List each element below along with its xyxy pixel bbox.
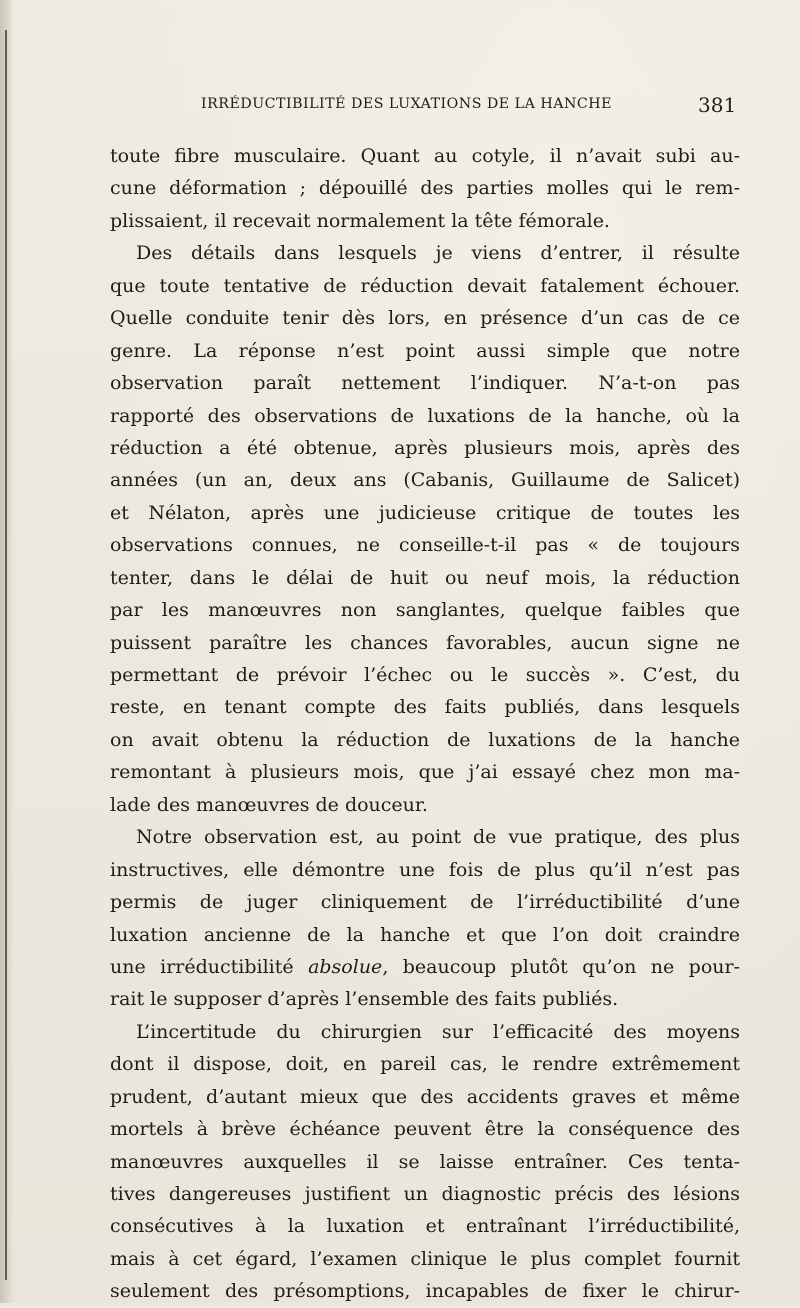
text-line-23: instructives, elle démontre une fois de plus qu’il n’est pas bbox=[110, 858, 740, 881]
text-line-18: reste, en tenant compte des faits publiés, dans lesquels bbox=[110, 696, 740, 719]
text-line-6: Quelle conduite tenir dès lors, en présence d’un cas de ce bbox=[110, 307, 740, 330]
page-gutter-shadow bbox=[0, 0, 14, 1303]
text-line-5: que toute tentative de réduction devait fatalement échouer. bbox=[110, 274, 740, 297]
text-line-28: L’incertitude du chirurgien sur l’efficacité des moyens bbox=[136, 1020, 740, 1043]
text-line-16: puissent paraître les chances favorables, aucun signe ne bbox=[110, 631, 740, 654]
italic-emphasis: absolue bbox=[308, 955, 383, 978]
text-line-34: consécutives à la luxation et entraînant l’irréductibilité, bbox=[110, 1215, 740, 1238]
text-line-35: mais à cet égard, l’examen clinique le plus complet fournit bbox=[110, 1247, 740, 1270]
text-line-14: tenter, dans le délai de huit ou neuf mois, la réduction bbox=[110, 566, 740, 589]
text-line-27: rait le supposer d’après l’ensemble des faits publiés. bbox=[110, 988, 619, 1011]
text-line-7: genre. La réponse n’est point aussi simple que notre bbox=[110, 339, 740, 362]
text-line-9: rapporté des observations de luxations de la hanche, où la bbox=[110, 404, 740, 427]
page-number: 381 bbox=[698, 93, 737, 117]
text-line-25: luxation ancienne de la hanche et que l’on doit craindre bbox=[110, 923, 740, 946]
text-line-26-before: une irréductibilité bbox=[110, 955, 309, 978]
page-header bbox=[201, 93, 800, 120]
running-head: IRRÉDUCTIBILITÉ DES LUXATIONS DE LA HANCHE bbox=[201, 96, 612, 112]
text-line-2: cune déformation ; dépouillé des parties molles qui le rem- bbox=[110, 177, 740, 200]
text-line-32: manœuvres auxquelles il se laisse entraîner. Ces tenta- bbox=[110, 1150, 740, 1173]
text-line-31: mortels à brève échéance peuvent être la conséquence des bbox=[110, 1118, 740, 1141]
text-line-17: permettant de prévoir l’échec ou le succès ». C’est, du bbox=[110, 664, 740, 686]
text-line-30: prudent, d’autant mieux que des accidents graves et même bbox=[110, 1085, 740, 1108]
text-line-33: tives dangereuses justifient un diagnostic précis des lésions bbox=[110, 1183, 740, 1205]
text-line-10: réduction a été obtenue, après plusieurs mois, après des bbox=[110, 436, 740, 459]
text-line-4: Des détails dans lesquels je viens d’entrer, il résulte bbox=[136, 242, 740, 265]
text-line-24: permis de juger cliniquement de l’irréductibilité d’une bbox=[110, 891, 740, 914]
text-line-3: plissaient, il recevait normalement la tête fémorale. bbox=[110, 209, 610, 232]
text-line-26-after: , beaucoup plutôt qu’on ne pour- bbox=[382, 955, 740, 978]
text-line-12: et Nélaton, après une judicieuse critique de toutes les bbox=[110, 501, 740, 524]
text-line-26 bbox=[110, 951, 740, 983]
text-line-8: observation paraît nettement l’indiquer. N’a-t-on pas bbox=[110, 372, 740, 395]
text-line-36: seulement des présomptions, incapables de fixer le chirur- bbox=[110, 1280, 740, 1303]
text-line-22: Notre observation est, au point de vue pratique, des plus bbox=[136, 826, 740, 849]
text-line-11: années (un an, deux ans (Cabanis, Guillaume de Salicet) bbox=[110, 469, 740, 492]
text-line-29: dont il dispose, doit, en pareil cas, le rendre extrêmement bbox=[110, 1053, 740, 1076]
text-line-13: observations connues, ne conseille-t-il pas « de toujours bbox=[110, 534, 740, 557]
binding-edge-line bbox=[5, 30, 7, 1280]
text-line-21: lade des manœuvres de douceur. bbox=[110, 793, 428, 816]
text-line-19: on avait obtenu la réduction de luxations de la hanche bbox=[110, 728, 740, 751]
text-line-15: par les manœuvres non sanglantes, quelque faibles que bbox=[110, 599, 740, 622]
text-line-20: remontant à plusieurs mois, que j’ai essayé chez mon ma- bbox=[110, 761, 740, 784]
body-text bbox=[110, 140, 740, 1308]
text-line-1: toute fibre musculaire. Quant au cotyle, il n’avait subi au- bbox=[110, 145, 740, 167]
